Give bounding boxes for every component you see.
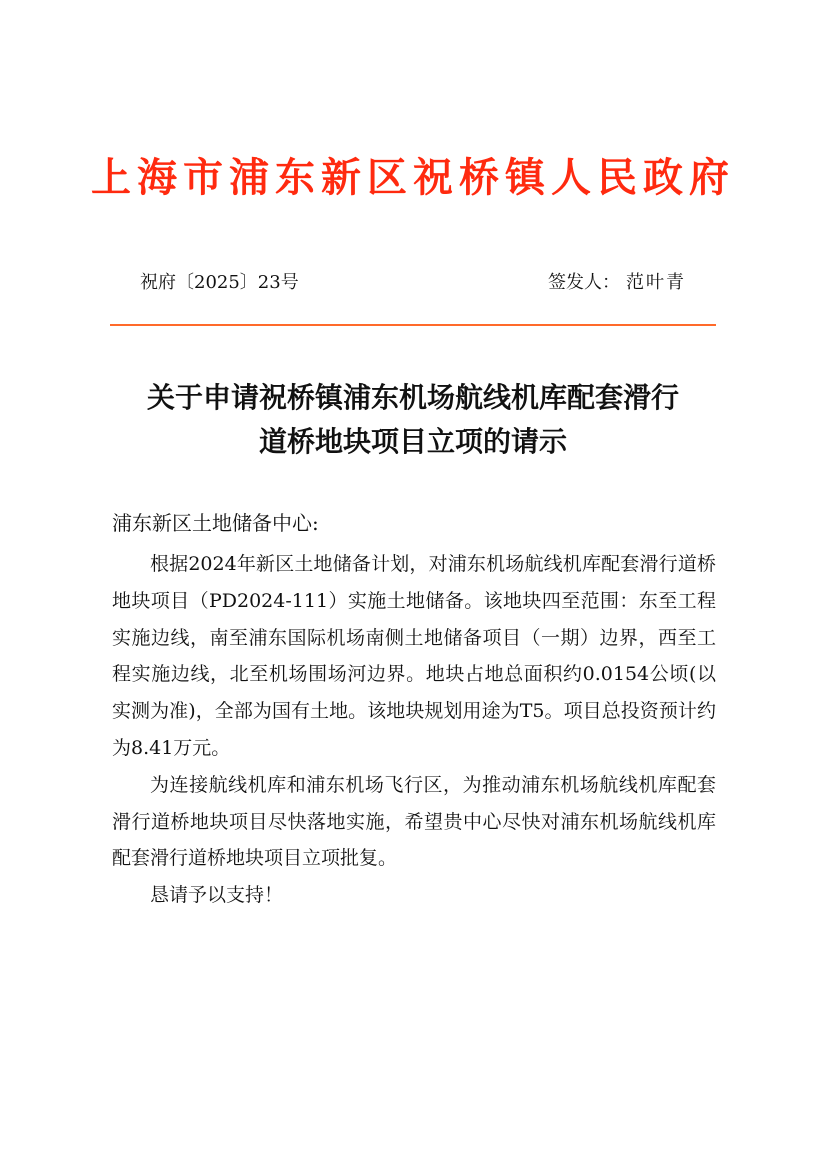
signer-block — [548, 270, 686, 296]
signer-label: 签发人： — [548, 272, 620, 293]
signer-name: 范叶青 — [626, 272, 686, 293]
title-line-1: 关于申请祝桥镇浦东机场航线机库配套滑行 — [146, 381, 679, 414]
body-paragraph: 为连接航线机库和浦东机场飞行区，为推动浦东机场航线机库配套滑行道桥地块项目尽快落地实施，希望贵中心尽快对浦东机场航线机库配套滑行道桥地块项目立项批复。 — [112, 773, 716, 870]
document-title — [100, 376, 726, 464]
salutation: 浦东新区土地储备中心: — [112, 511, 319, 535]
body-paragraph: 根据2024年新区土地储备计划，对浦东机场航线机库配套滑行道桥地块项目（PD2024-111）实施土地储备。该地块四至范围：东至工程实施边线，南至浦东国际机场南侧土地储备项目（一期）边界，西至工程实施边线，北至机场围场河边界。地块占地总面积约0.0154公顷(以实测为准)，全部为国有土地。该地块规划用途为T5。项目总投资预计约为8.41万元。 — [112, 553, 716, 759]
title-line-2: 道桥地块项目立项的请示 — [258, 425, 567, 458]
red-divider-rule — [110, 324, 716, 326]
issuer-masthead: 上海市浦东新区祝桥镇人民政府 — [91, 155, 735, 201]
document-number: 祝府〔2025〕23号 — [140, 272, 299, 293]
body-text — [112, 546, 716, 914]
closing-request: 恳请予以支持！ — [150, 884, 284, 907]
